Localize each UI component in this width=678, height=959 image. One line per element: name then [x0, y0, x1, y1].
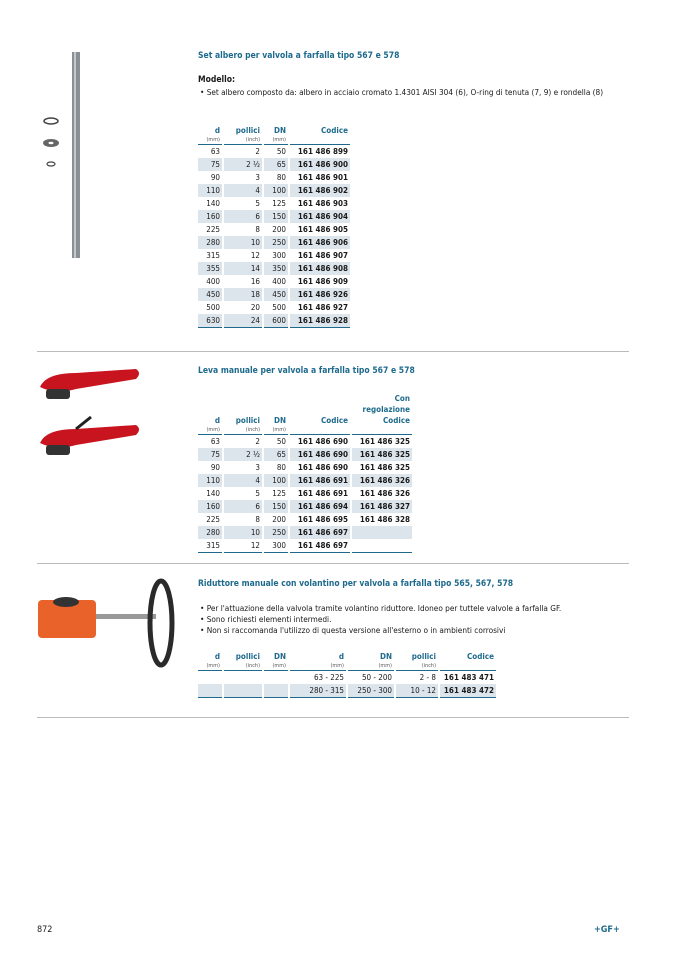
table-cell: 2 - 8: [419, 673, 436, 682]
table-row: [198, 197, 350, 210]
shaft-set-table: [196, 125, 352, 328]
table-cell: 161 486 928: [290, 314, 350, 328]
shaft-set-image: [38, 50, 98, 265]
table-cell: 161 486 902: [290, 184, 350, 197]
table-cell: 630: [198, 314, 222, 328]
table-cell: 161 486 899: [297, 147, 348, 156]
table-cell: 20: [250, 303, 260, 312]
table-cell: 161 486 328: [359, 515, 410, 524]
table-cell: 250: [264, 526, 288, 539]
column-header: [290, 125, 350, 145]
table-cell: 63 - 225: [313, 673, 344, 682]
table-cell: 160: [198, 210, 222, 223]
table-row: [198, 684, 496, 698]
table-row: [198, 671, 496, 684]
table-cell: 90: [210, 173, 220, 182]
section-title-shaft-set: Set albero per valvola a farfalla tipo 567 e 578: [198, 51, 400, 61]
header-label: Con regolazione Codice: [362, 394, 410, 425]
header-label: d: [214, 652, 220, 661]
table-cell: 161 486 690: [290, 448, 350, 461]
table-row: [198, 249, 350, 262]
header-unit: (inch): [245, 663, 260, 669]
header-label: DN: [274, 126, 286, 135]
table-cell: 65: [264, 158, 288, 171]
table-cell: 161 486 690: [297, 463, 348, 472]
table-cell: 161 486 325: [352, 448, 412, 461]
column-header: [198, 651, 222, 671]
table-cell: 161 486 690: [297, 437, 348, 446]
header-label: d: [338, 652, 344, 661]
header-unit: [442, 662, 494, 670]
header-label: pollici: [235, 652, 260, 661]
table-row: [198, 526, 412, 539]
table-cell: 161 486 691: [297, 489, 348, 498]
column-header: [224, 651, 262, 671]
bullet-list: [198, 603, 628, 636]
table-cell: 90: [210, 463, 220, 472]
table-cell: 6: [224, 210, 262, 223]
table-cell: 150: [264, 210, 288, 223]
gf-logo: +GF+: [594, 925, 620, 935]
table-row: [198, 513, 412, 526]
column-header: [348, 651, 394, 671]
table-row: [198, 461, 412, 474]
table-row: [198, 301, 350, 314]
bullet-list: [198, 87, 628, 98]
header-unit: [292, 136, 348, 144]
table-cell: 10: [224, 526, 262, 539]
table-cell: 160: [198, 500, 222, 513]
table-cell: 75: [198, 158, 222, 171]
table-cell: 400: [206, 277, 220, 286]
table-cell: 300: [272, 251, 286, 260]
header-label: d: [214, 126, 220, 135]
table-cell: 161 486 900: [290, 158, 350, 171]
table-cell: 161 486 907: [297, 251, 348, 260]
table-cell: 300: [264, 539, 288, 553]
table-row: [198, 500, 412, 513]
bullet-item: • Non si raccomanda l'utilizzo di questa versione all'esterno o in ambienti corrosivi: [198, 625, 628, 636]
table-cell: 110: [198, 184, 222, 197]
table-cell: 161 486 325: [359, 463, 410, 472]
table-cell: 161 486 903: [297, 199, 348, 208]
table-cell: 2: [255, 147, 260, 156]
table-cell: 63: [210, 147, 220, 156]
header-label: d: [214, 416, 220, 425]
table-cell: 161 486 695: [297, 515, 348, 524]
table-cell: 18: [224, 288, 262, 301]
table-cell: 10: [224, 236, 262, 249]
section-title-gear-operator: Riduttore manuale con volantino per valvola a farfalla tipo 565, 567, 578: [198, 579, 514, 589]
table-cell: 161 486 694: [290, 500, 350, 513]
table-cell: 3: [255, 173, 260, 182]
table-cell: 250: [264, 236, 288, 249]
header-unit: [354, 426, 410, 434]
table-cell: 200: [272, 515, 286, 524]
column-header: [264, 651, 288, 671]
table-cell: 161 486 909: [297, 277, 348, 286]
table-cell: 2 ½: [224, 158, 262, 171]
table-cell: 161 486 901: [297, 173, 348, 182]
table-row: [198, 474, 412, 487]
table-cell: 161 483 472: [440, 684, 496, 698]
table-cell: 50 - 200: [361, 673, 392, 682]
header-unit: (inch): [421, 663, 436, 669]
header-label: Codice: [467, 652, 494, 661]
table-cell: 100: [264, 184, 288, 197]
table-cell: 125: [272, 199, 286, 208]
table-cell: 16: [250, 277, 260, 286]
table-cell: 50: [276, 437, 286, 446]
table-cell: 161 486 691: [290, 474, 350, 487]
table-cell: 161 486 927: [297, 303, 348, 312]
column-header: [224, 125, 262, 145]
table-row: [198, 210, 350, 223]
table-cell: 65: [264, 448, 288, 461]
table-row: [198, 236, 350, 249]
table-cell: [198, 671, 222, 684]
header-label: pollici: [235, 416, 260, 425]
table-cell: [352, 526, 412, 539]
table-cell: [224, 684, 262, 698]
header-unit: (mm): [272, 137, 286, 143]
gear-operator-handwheel-image: [36, 578, 186, 693]
table-cell: 225: [206, 225, 220, 234]
header-label: Codice: [321, 416, 348, 425]
table-cell: 4: [224, 184, 262, 197]
model-label: Modello:: [198, 75, 236, 85]
table-cell: 225: [206, 515, 220, 524]
table-row: [198, 171, 350, 184]
header-label: Codice: [321, 126, 348, 135]
table-cell: 280 - 315: [290, 684, 346, 698]
section-title-hand-lever: Leva manuale per valvola a farfalla tipo 567 e 578: [198, 366, 415, 376]
table-cell: [198, 684, 222, 698]
header-unit: (mm): [206, 137, 220, 143]
table-row: [198, 275, 350, 288]
table-cell: 161 486 326: [352, 474, 412, 487]
table-cell: 24: [224, 314, 262, 328]
table-cell: 161 486 697: [290, 526, 350, 539]
table-cell: 4: [224, 474, 262, 487]
column-header: [440, 651, 496, 671]
table-cell: 10 - 12: [396, 684, 438, 698]
table-cell: 80: [276, 463, 286, 472]
table-cell: [352, 539, 412, 553]
table-cell: 355: [198, 262, 222, 275]
gear-operator-table: [196, 651, 498, 698]
table-cell: 161 486 905: [297, 225, 348, 234]
table-cell: 280: [198, 526, 222, 539]
table-cell: 3: [255, 463, 260, 472]
table-cell: 161 486 926: [290, 288, 350, 301]
table-cell: 12: [224, 539, 262, 553]
header-label: pollici: [235, 126, 260, 135]
bullet-item: • Sono richiesti elementi intermedi.: [198, 614, 628, 625]
header-unit: (inch): [245, 427, 260, 433]
table-cell: 110: [198, 474, 222, 487]
table-cell: 12: [250, 251, 260, 260]
table-cell: 280: [198, 236, 222, 249]
table-cell: 6: [224, 500, 262, 513]
column-header: [290, 393, 350, 435]
column-header: [264, 125, 288, 145]
hand-lever-table: [196, 393, 414, 553]
table-cell: 150: [264, 500, 288, 513]
table-row: [198, 158, 350, 171]
header-unit: [292, 426, 348, 434]
header-label: DN: [380, 652, 392, 661]
table-cell: 161 483 471: [443, 673, 494, 682]
column-header: [224, 393, 262, 435]
table-cell: 450: [198, 288, 222, 301]
hand-lever-image: [36, 365, 146, 465]
table-cell: 315: [206, 251, 220, 260]
header-unit: (mm): [378, 663, 392, 669]
table-cell: [264, 684, 288, 698]
header-unit: (mm): [206, 663, 220, 669]
table-cell: 400: [272, 277, 286, 286]
table-cell: 140: [206, 199, 220, 208]
bullet-item: • Per l'attuazione della valvola tramite volantino riduttore. Idoneo per tuttele valvole a farfalla GF.: [198, 603, 628, 614]
table-row: [198, 314, 350, 328]
table-cell: 140: [206, 489, 220, 498]
table-cell: 500: [206, 303, 220, 312]
table-cell: 5: [255, 489, 260, 498]
table-row: [198, 223, 350, 236]
divider: [37, 351, 629, 352]
column-header: [264, 393, 288, 435]
column-header: [290, 651, 346, 671]
table-cell: [264, 671, 288, 684]
table-cell: 315: [198, 539, 222, 553]
table-row: [198, 539, 412, 553]
header-unit: (mm): [330, 663, 344, 669]
table-cell: 161 486 697: [290, 539, 350, 553]
table-cell: 125: [272, 489, 286, 498]
table-cell: 14: [224, 262, 262, 275]
column-header: [198, 393, 222, 435]
header-label: pollici: [411, 652, 436, 661]
table-cell: 350: [264, 262, 288, 275]
table-row: [198, 487, 412, 500]
table-cell: 500: [272, 303, 286, 312]
table-row: [198, 262, 350, 275]
column-header: [396, 651, 438, 671]
table-cell: 161 486 904: [290, 210, 350, 223]
table-cell: 80: [276, 173, 286, 182]
table-cell: 8: [255, 515, 260, 524]
table-cell: 161 486 908: [290, 262, 350, 275]
table-cell: 2: [255, 437, 260, 446]
table-cell: 63: [210, 437, 220, 446]
header-unit: (mm): [206, 427, 220, 433]
table-cell: 250 - 300: [348, 684, 394, 698]
table-cell: 161 486 325: [359, 437, 410, 446]
table-cell: 2 ½: [224, 448, 262, 461]
table-row: [198, 184, 350, 197]
table-cell: 161 486 327: [352, 500, 412, 513]
header-unit: (inch): [245, 137, 260, 143]
table-cell: 600: [264, 314, 288, 328]
table-row: [198, 435, 412, 448]
column-header: [198, 125, 222, 145]
divider: [37, 563, 629, 564]
table-cell: 8: [255, 225, 260, 234]
header-label: DN: [274, 416, 286, 425]
header-unit: (mm): [272, 427, 286, 433]
table-cell: 450: [264, 288, 288, 301]
table-cell: 161 486 906: [290, 236, 350, 249]
table-cell: 75: [198, 448, 222, 461]
table-cell: 100: [264, 474, 288, 487]
table-row: [198, 288, 350, 301]
page-number: 872: [37, 925, 53, 935]
table-row: [198, 448, 412, 461]
column-header: [352, 393, 412, 435]
divider: [37, 717, 629, 718]
header-label: DN: [274, 652, 286, 661]
table-cell: 50: [276, 147, 286, 156]
table-cell: [224, 671, 262, 684]
header-unit: (mm): [272, 663, 286, 669]
table-row: [198, 145, 350, 158]
table-cell: 161 486 326: [359, 489, 410, 498]
bullet-item: • Set albero composto da: albero in acciaio cromato 1.4301 AISI 304 (6), O-ring di tenuta (7, 9) e rondella (8): [198, 87, 628, 98]
table-cell: 5: [255, 199, 260, 208]
table-cell: 200: [272, 225, 286, 234]
